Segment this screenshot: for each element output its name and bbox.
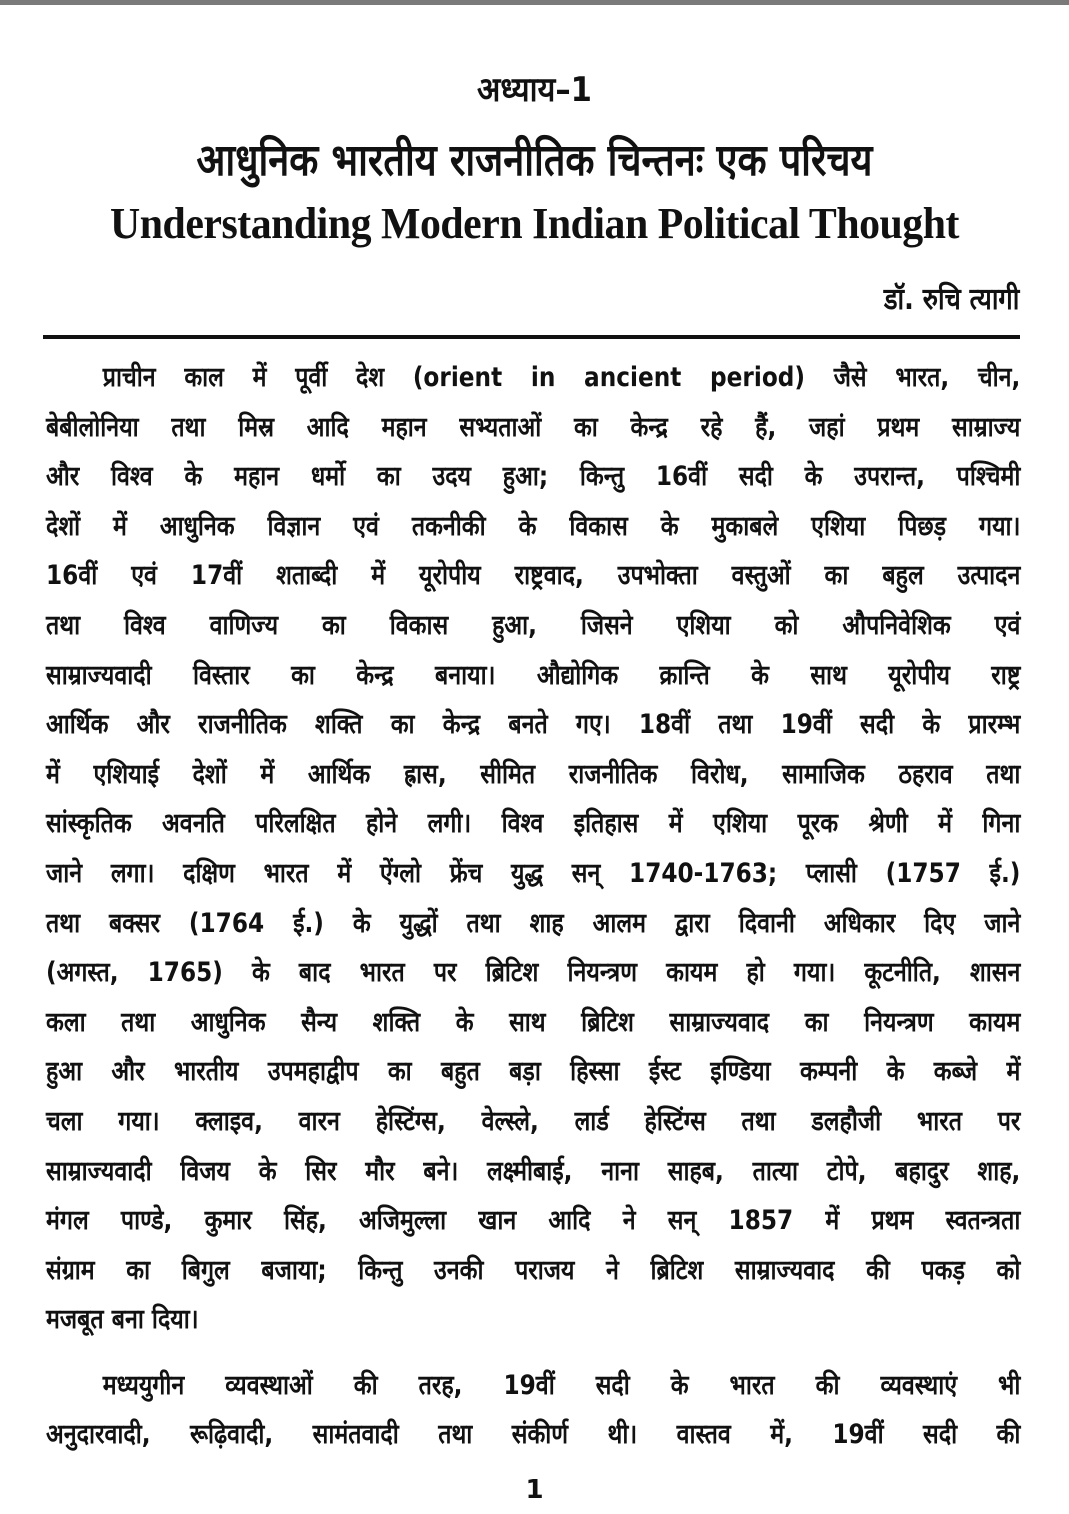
text-line: अनुदारवादी, रूढ़िवादी, सामंतवादी तथा संकीर्ण थी। वास्तव में, 19वीं सदी की xyxy=(46,1419,1021,1451)
text-line: संग्राम का बिगुल बजाया; किन्तु उनकी पराजय ने ब्रिटिश साम्राज्यवाद की पकड़ को xyxy=(46,1254,1021,1286)
paragraph-1 xyxy=(46,353,1020,1345)
chapter-title-english: Understanding Modern Indian Political Thought xyxy=(110,199,959,248)
author-name: डॉ. रुचि त्यागी xyxy=(883,282,1019,317)
body-text xyxy=(46,353,1020,1460)
text-line: सांस्कृतिक अवनति परिलक्षित होने लगी। विश्व इतिहास में एशिया पूरक श्रेणी में गिना xyxy=(46,808,1021,840)
header-rule-divider xyxy=(43,335,1020,339)
page-number: 1 xyxy=(525,1475,544,1505)
text-line: जाने लगा। दक्षिण भारत में ऐंग्लो फ्रेंच युद्ध सन् 1740-1763; प्लासी (1757 ई.) xyxy=(46,857,1021,889)
text-line: में एशियाई देशों में आर्थिक ह्रास, सीमित राजनीतिक विरोध, सामाजिक ठहराव तथा xyxy=(46,758,1021,790)
paragraph-2 xyxy=(46,1361,1020,1460)
book-page xyxy=(0,5,1069,1514)
text-line: मजबूत बना दिया। xyxy=(46,1304,199,1336)
chapter-label: अध्याय–1 xyxy=(477,70,592,110)
text-line: कला तथा आधुनिक सैन्य शक्ति के साथ ब्रिटिश साम्राज्यवाद का नियन्त्रण कायम xyxy=(46,1006,1021,1038)
text-line: देशों में आधुनिक विज्ञान एवं तकनीकी के विकास के मुकाबले एशिया पिछड़ गया। xyxy=(46,510,1021,542)
paragraph-gap xyxy=(46,1345,1020,1361)
text-line: तथा बक्सर (1764 ई.) के युद्धों तथा शाह आलम द्वारा दिवानी अधिकार दिए जाने xyxy=(46,907,1021,939)
text-line: चला गया। क्लाइव, वारन हेस्टिंग्स, वेल्स्ले, लार्ड हेस्टिंग्स तथा डलहौजी भारत पर xyxy=(46,1105,1021,1137)
text-line: मध्ययुगीन व्यवस्थाओं की तरह, 19वीं सदी के भारत की व्यवस्थाएं भी xyxy=(102,1369,1021,1401)
text-line: साम्राज्यवादी विस्तार का केन्द्र बनाया। औद्योगिक क्रान्ति के साथ यूरोपीय राष्ट्र xyxy=(46,659,1021,691)
text-line: मंगल पाण्डे, कुमार सिंह, अजिमुल्ला खान आदि ने सन् 1857 में प्रथम स्वतन्त्रता xyxy=(46,1205,1021,1237)
text-line: प्राचीन काल में पूर्वी देश (orient in ancient period) जैसे भारत, चीन, xyxy=(102,362,1021,393)
text-line: और विश्व के महान धर्मो का उदय हुआ; किन्तु 16वीं सदी के उपरान्त, पश्चिमी xyxy=(46,461,1021,493)
text-line: 16वीं एवं 17वीं शताब्दी में यूरोपीय राष्ट्रवाद, उपभोक्ता वस्तुओं का बहुल उत्पादन xyxy=(46,560,1021,592)
text-line: (अगस्त, 1765) के बाद भारत पर ब्रिटिश नियन्त्रण कायम हो गया। कूटनीति, शासन xyxy=(46,957,1021,989)
text-line: साम्राज्यवादी विजय के सिर मौर बने। लक्ष्मीबाई, नाना साहब, तात्या टोपे, बहादुर शाह, xyxy=(46,1155,1021,1187)
text-line: बेबीलोनिया तथा मिस्र आदि महान सभ्यताओं का केन्द्र रहे हैं, जहां प्रथम साम्राज्य xyxy=(46,411,1021,443)
text-line: आर्थिक और राजनीतिक शक्ति का केन्द्र बनते गए। 18वीं तथा 19वीं सदी के प्रारम्भ xyxy=(46,709,1021,741)
text-line: हुआ और भारतीय उपमहाद्वीप का बहुत बड़ा हिस्सा ईस्ट इण्डिया कम्पनी के कब्जे में xyxy=(46,1056,1021,1088)
text-line: तथा विश्व वाणिज्य का विकास हुआ, जिसने एशिया को औपनिवेशिक एवं xyxy=(46,609,1021,641)
chapter-title-hindi: आधुनिक भारतीय राजनीतिक चिन्तनः एक परिचय xyxy=(196,135,873,186)
